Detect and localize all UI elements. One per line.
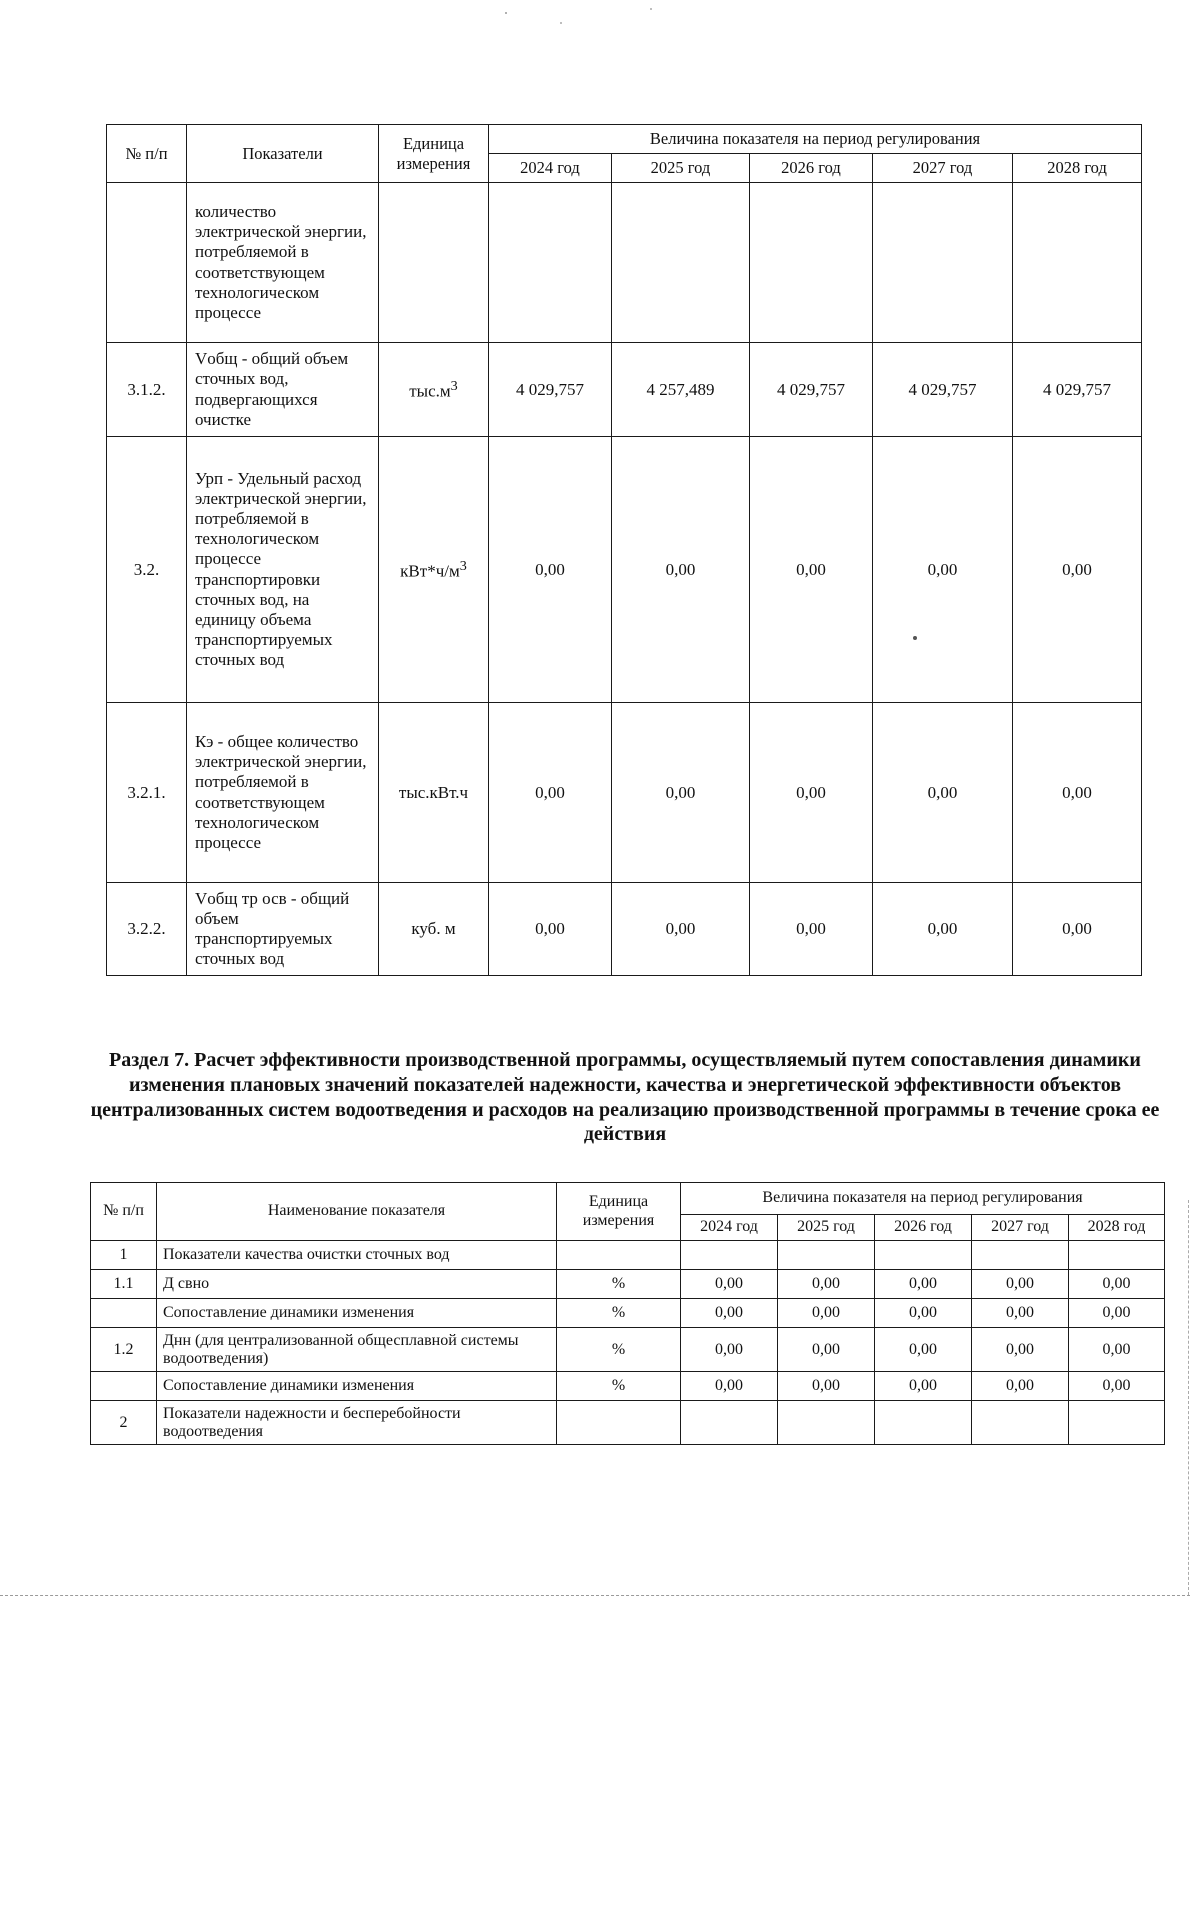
- header-year: 2026 год: [875, 1215, 972, 1241]
- scan-edge-line: [1188, 1200, 1189, 1595]
- row-value: 0,00: [875, 1270, 972, 1299]
- row-unit: [557, 1401, 681, 1445]
- row-unit: %: [557, 1270, 681, 1299]
- row-number: [107, 183, 187, 343]
- unit-superscript: 3: [450, 377, 458, 394]
- table-row: [107, 183, 1142, 343]
- row-value: 0,00: [681, 1328, 778, 1372]
- row-indicator-name: Кэ - общее количество электрической энергии, потребляемой в соответствующем технологическом процессе: [187, 703, 379, 883]
- row-value: 0,00: [681, 1372, 778, 1401]
- row-number: [91, 1372, 157, 1401]
- header-indicator: Наименование показателя: [157, 1183, 557, 1241]
- table-row: [107, 883, 1142, 976]
- row-indicator-name: Показатели качества очистки сточных вод: [157, 1241, 557, 1270]
- table-row: [91, 1270, 1165, 1299]
- row-unit: %: [557, 1299, 681, 1328]
- row-unit: %: [557, 1328, 681, 1372]
- row-value: [1069, 1241, 1165, 1270]
- row-value: 0,00: [681, 1270, 778, 1299]
- scan-speck: [650, 8, 652, 10]
- row-value: 4 029,757: [873, 343, 1013, 437]
- header-year: 2028 год: [1069, 1215, 1165, 1241]
- row-value: 0,00: [972, 1372, 1069, 1401]
- table-row: [91, 1241, 1165, 1270]
- header-indicator: Показатели: [187, 125, 379, 183]
- row-value: [873, 183, 1013, 343]
- header-num: № п/п: [107, 125, 187, 183]
- row-indicator-name: Д свно: [157, 1270, 557, 1299]
- row-value: 0,00: [750, 437, 873, 703]
- table-row: [107, 437, 1142, 703]
- row-value: [972, 1241, 1069, 1270]
- row-value: 0,00: [778, 1299, 875, 1328]
- row-number: 3.2.2.: [107, 883, 187, 976]
- row-value: 0,00: [972, 1270, 1069, 1299]
- row-value: 0,00: [612, 703, 750, 883]
- header-year: 2026 год: [750, 154, 873, 183]
- row-number: 1: [91, 1241, 157, 1270]
- table-row: [107, 703, 1142, 883]
- header-year: 2025 год: [778, 1215, 875, 1241]
- row-value: 0,00: [1013, 883, 1142, 976]
- row-unit: тыс.кВт.ч: [379, 703, 489, 883]
- section-title: Раздел 7. Расчет эффективности производственной программы, осуществляемый путем сопоставления динамики изменения плановых значений показателей надежности, качества и энергетической эффективности объектов централизованных систем водоотведения и расходов на реализацию производственной программы в течение срока ее действия: [90, 1049, 1160, 1146]
- row-value: 0,00: [875, 1299, 972, 1328]
- row-indicator-name: Vобщ тр осв - общий объем транспортируемых сточных вод: [187, 883, 379, 976]
- row-value: 0,00: [972, 1299, 1069, 1328]
- header-year: 2025 год: [612, 154, 750, 183]
- header-unit: Единица измерения: [379, 125, 489, 183]
- header-year: 2027 год: [972, 1215, 1069, 1241]
- row-value: 4 257,489: [612, 343, 750, 437]
- row-value: 0,00: [972, 1328, 1069, 1372]
- row-value: [1069, 1401, 1165, 1445]
- indicators-table: [106, 124, 1142, 976]
- row-value: 0,00: [873, 883, 1013, 976]
- row-value: 0,00: [875, 1372, 972, 1401]
- row-value: 0,00: [1013, 703, 1142, 883]
- row-value: 0,00: [489, 437, 612, 703]
- row-value: 0,00: [778, 1328, 875, 1372]
- unit-base: кВт*ч/м: [400, 561, 460, 581]
- row-value: [778, 1401, 875, 1445]
- header-period-group: Величина показателя на период регулирования: [681, 1183, 1165, 1215]
- unit-superscript: 3: [459, 557, 467, 574]
- efficiency-table: [90, 1182, 1165, 1445]
- row-value: 0,00: [1013, 437, 1142, 703]
- table-row: [91, 1401, 1165, 1445]
- row-value: 0,00: [612, 437, 750, 703]
- row-number: 3.2.: [107, 437, 187, 703]
- row-number: 3.1.2.: [107, 343, 187, 437]
- row-value: [875, 1401, 972, 1445]
- row-unit: %: [557, 1372, 681, 1401]
- row-value: [750, 183, 873, 343]
- row-number: [91, 1299, 157, 1328]
- row-value: 4 029,757: [750, 343, 873, 437]
- header-year: 2024 год: [489, 154, 612, 183]
- row-number: 3.2.1.: [107, 703, 187, 883]
- row-value: 0,00: [750, 703, 873, 883]
- row-unit: [557, 1241, 681, 1270]
- row-number: 1.1: [91, 1270, 157, 1299]
- row-value: 0,00: [1069, 1270, 1165, 1299]
- row-value: 0,00: [681, 1299, 778, 1328]
- row-indicator-name: Днн (для централизованной общесплавной системы водоотведения): [157, 1328, 557, 1372]
- row-unit: куб. м: [379, 883, 489, 976]
- row-unit: [379, 183, 489, 343]
- header-year: 2024 год: [681, 1215, 778, 1241]
- row-indicator-name: Сопоставление динамики изменения: [157, 1299, 557, 1328]
- row-value: 0,00: [489, 883, 612, 976]
- row-value: 0,00: [873, 437, 1013, 703]
- scan-edge-line: [0, 1595, 1190, 1596]
- row-indicator-name: Показатели надежности и бесперебойности водоотведения: [157, 1401, 557, 1445]
- row-value: 0,00: [750, 883, 873, 976]
- header-year: 2027 год: [873, 154, 1013, 183]
- scan-speck: [913, 636, 917, 640]
- row-value: [778, 1241, 875, 1270]
- row-value: 0,00: [489, 703, 612, 883]
- table-row: [107, 343, 1142, 437]
- row-unit: [379, 343, 489, 437]
- row-number: 2: [91, 1401, 157, 1445]
- row-indicator-name: Урп - Удельный расход электрической энергии, потребляемой в технологическом процессе транспортировки сточных вод, на единицу объема транспортируемых сточных вод: [187, 437, 379, 703]
- row-value: 0,00: [875, 1328, 972, 1372]
- row-value: 0,00: [873, 703, 1013, 883]
- table-row: [91, 1328, 1165, 1372]
- row-number: 1.2: [91, 1328, 157, 1372]
- row-value: 0,00: [778, 1270, 875, 1299]
- row-indicator-name: количество электрической энергии, потребляемой в соответствующем технологическом процессе: [187, 183, 379, 343]
- row-value: 0,00: [612, 883, 750, 976]
- header-period-group: Величина показателя на период регулирования: [489, 125, 1142, 154]
- row-value: 0,00: [1069, 1372, 1165, 1401]
- row-value: [612, 183, 750, 343]
- row-value: 0,00: [778, 1372, 875, 1401]
- row-value: [972, 1401, 1069, 1445]
- row-value: [681, 1401, 778, 1445]
- row-value: [681, 1241, 778, 1270]
- header-unit: Единица измерения: [557, 1183, 681, 1241]
- row-value: [489, 183, 612, 343]
- table-row: [91, 1372, 1165, 1401]
- row-value: 0,00: [1069, 1299, 1165, 1328]
- row-value: [1013, 183, 1142, 343]
- header-num: № п/п: [91, 1183, 157, 1241]
- scan-speck: [560, 22, 562, 24]
- row-value: 0,00: [1069, 1328, 1165, 1372]
- scan-speck: [505, 12, 507, 14]
- row-value: 4 029,757: [489, 343, 612, 437]
- row-indicator-name: Сопоставление динамики изменения: [157, 1372, 557, 1401]
- header-year: 2028 год: [1013, 154, 1142, 183]
- row-unit: [379, 437, 489, 703]
- row-indicator-name: Vобщ - общий объем сточных вод, подвергающихся очистке: [187, 343, 379, 437]
- unit-base: тыс.м: [409, 381, 451, 401]
- row-value: 4 029,757: [1013, 343, 1142, 437]
- row-value: [875, 1241, 972, 1270]
- table-row: [91, 1299, 1165, 1328]
